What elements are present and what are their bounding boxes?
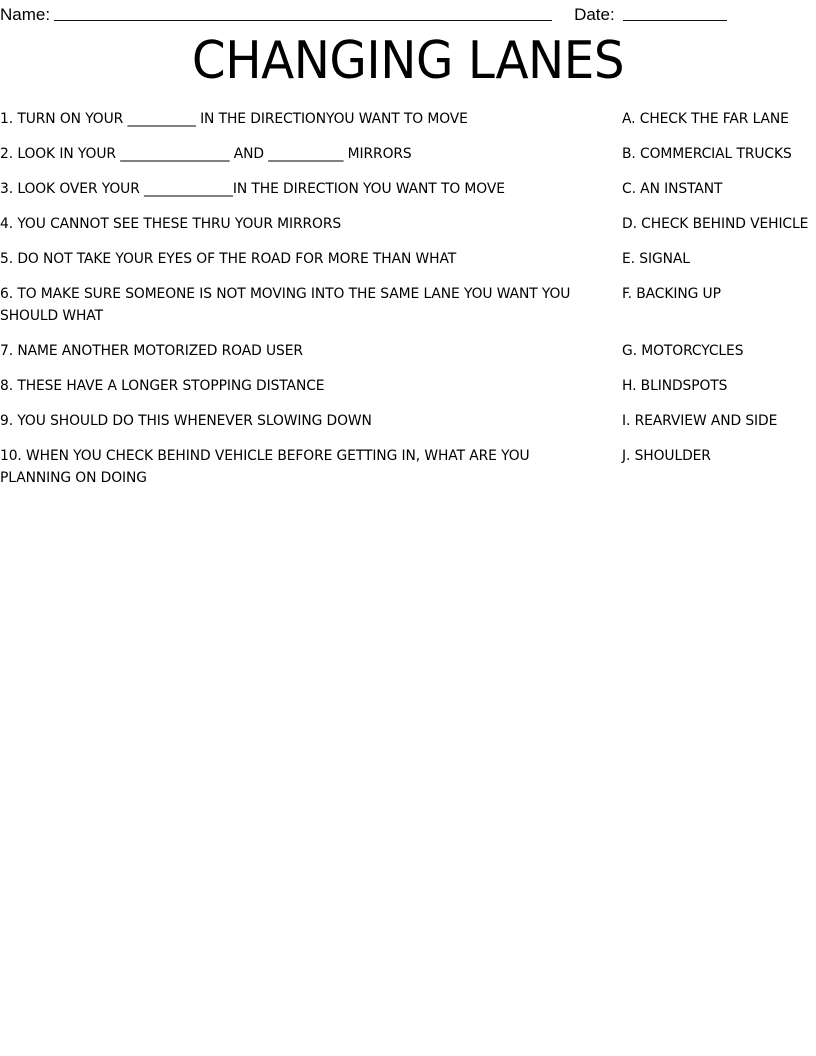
name-date-row <box>0 0 816 28</box>
answer-item: J. SHOULDER <box>622 448 711 464</box>
answer-item: H. BLINDSPOTS <box>622 378 728 394</box>
answer-item: G. MOTORCYCLES <box>622 343 744 359</box>
question-item: 5. DO NOT TAKE YOUR EYES OF THE ROAD FOR MORE THAN WHAT <box>0 251 457 267</box>
name-input-line[interactable] <box>54 6 552 21</box>
question-item: 3. LOOK OVER YOUR _____________IN THE DIRECTION YOU WANT TO MOVE <box>0 181 505 197</box>
date-group <box>574 4 727 26</box>
question-item: 2. LOOK IN YOUR ________________ AND ___________ MIRRORS <box>0 146 412 162</box>
question-item: 8. THESE HAVE A LONGER STOPPING DISTANCE <box>0 378 325 394</box>
question-item: 4. YOU CANNOT SEE THESE THRU YOUR MIRRORS <box>0 216 342 232</box>
answer-item: E. SIGNAL <box>622 251 690 267</box>
answers-column <box>622 108 816 480</box>
answer-item: C. AN INSTANT <box>622 181 723 197</box>
questions-column <box>0 108 600 502</box>
answer-item: I. REARVIEW AND SIDE <box>622 413 778 429</box>
date-label: Date: <box>574 5 615 24</box>
answer-item: F. BACKING UP <box>622 286 721 302</box>
date-input-line[interactable] <box>623 6 727 21</box>
question-item: 7. NAME ANOTHER MOTORIZED ROAD USER <box>0 343 303 359</box>
answer-item: B. COMMERCIAL TRUCKS <box>622 146 792 162</box>
question-item: 9. YOU SHOULD DO THIS WHENEVER SLOWING DOWN <box>0 413 372 429</box>
answer-item: D. CHECK BEHIND VEHICLE <box>622 216 809 232</box>
question-item: 6. TO MAKE SURE SOMEONE IS NOT MOVING INTO THE SAME LANE YOU WANT YOU SHOULD WHAT <box>0 286 571 324</box>
answer-item: A. CHECK THE FAR LANE <box>622 111 789 127</box>
page-title: CHANGING LANES <box>191 31 625 91</box>
question-item: 10. WHEN YOU CHECK BEHIND VEHICLE BEFORE GETTING IN, WHAT ARE YOU PLANNING ON DOING <box>0 448 530 486</box>
name-label: Name: <box>0 5 51 24</box>
question-item: 1. TURN ON YOUR __________ IN THE DIRECTIONYOU WANT TO MOVE <box>0 111 468 127</box>
